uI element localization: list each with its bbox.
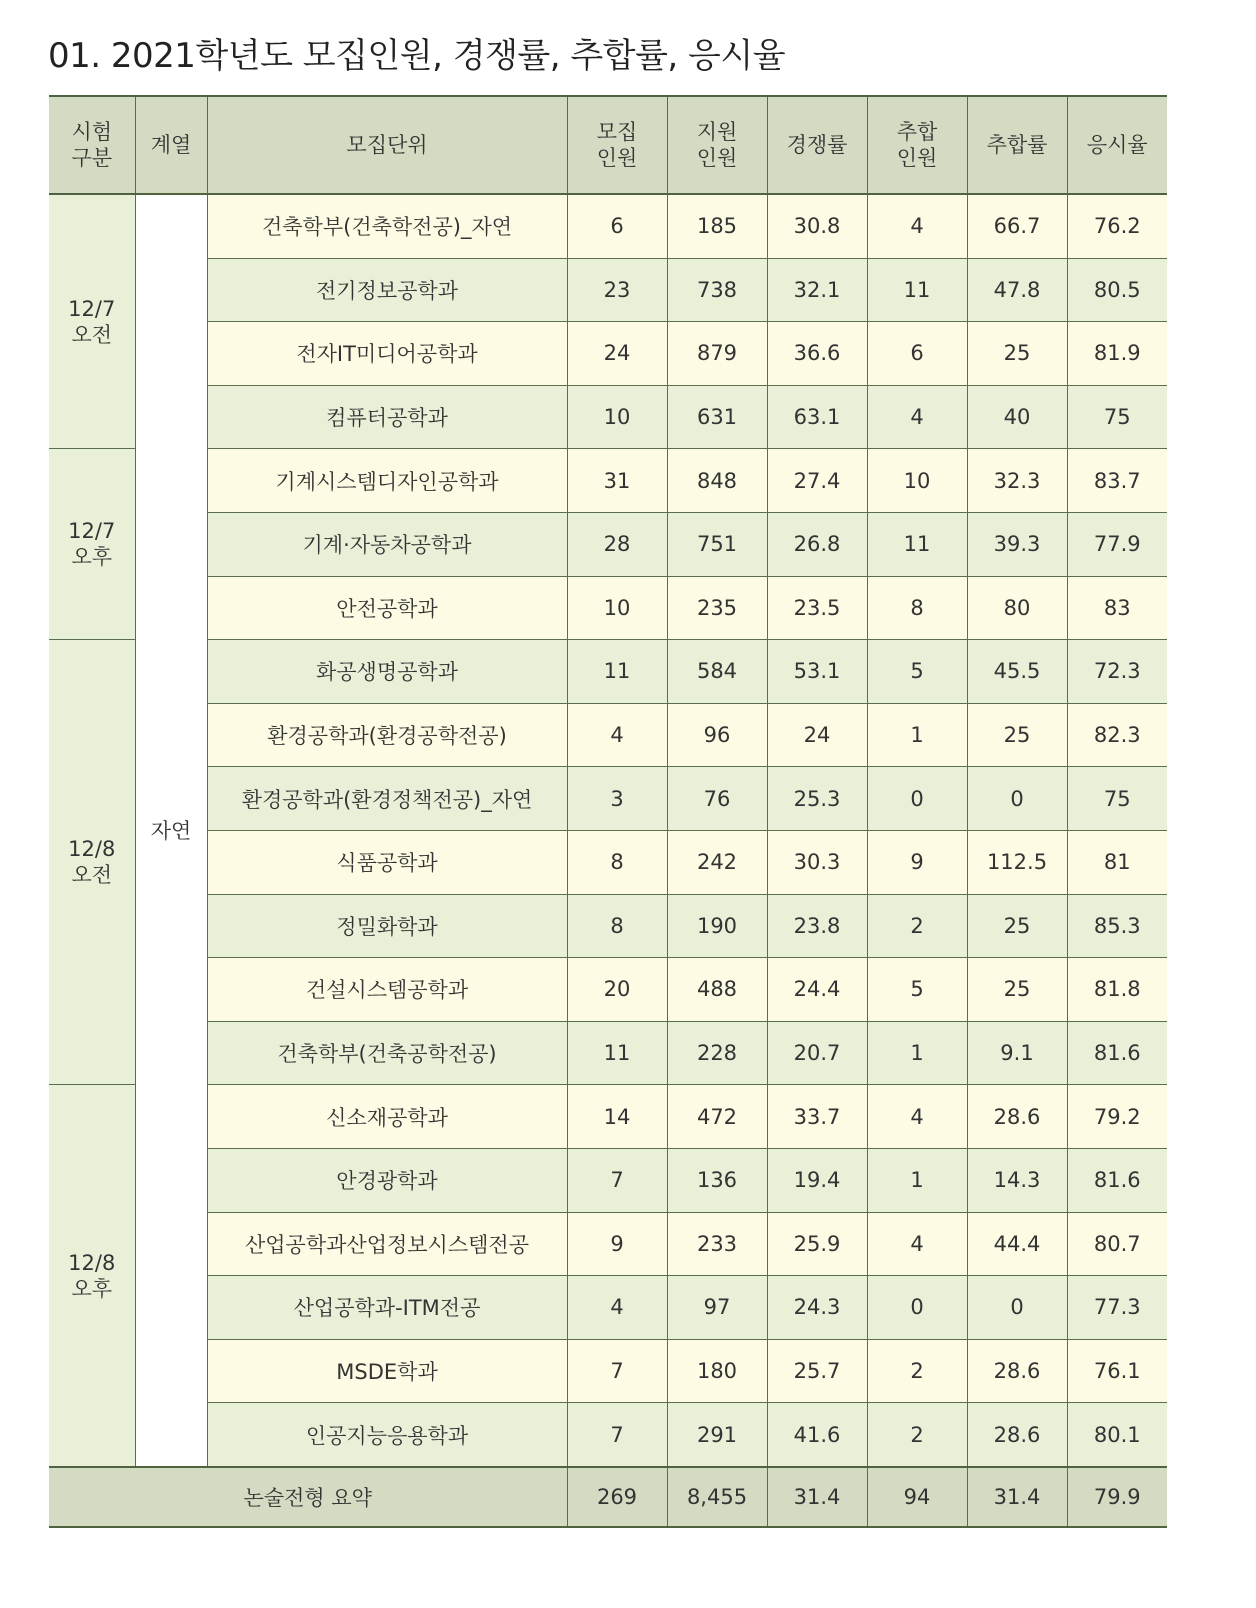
competition-cell: 25.9: [767, 1212, 867, 1276]
quota-cell: 6: [567, 194, 667, 258]
unit-cell: 환경공학과(환경정책전공)_자연: [207, 767, 567, 831]
additional-cell: 0: [867, 1276, 967, 1340]
competition-cell: 24.3: [767, 1276, 867, 1340]
competition-cell: 25.7: [767, 1339, 867, 1403]
attendance-cell: 81.9: [1067, 322, 1167, 386]
unit-cell: 건설시스템공학과: [207, 958, 567, 1022]
attendance-cell: 80.7: [1067, 1212, 1167, 1276]
quota-cell: 11: [567, 640, 667, 704]
additional-cell: 4: [867, 1212, 967, 1276]
additional-cell: 9: [867, 830, 967, 894]
unit-cell: 인공지능응용학과: [207, 1403, 567, 1467]
exam-group-cell: 12/7 오전: [49, 194, 135, 449]
additional-cell: 1: [867, 1148, 967, 1212]
competition-cell: 30.8: [767, 194, 867, 258]
exam-group-cell: 12/7 오후: [49, 449, 135, 640]
attendance-cell: 81.6: [1067, 1021, 1167, 1085]
attendance-cell: 80.5: [1067, 258, 1167, 322]
header-competition: 경쟁률: [767, 96, 867, 194]
admissions-table: [49, 95, 1167, 1528]
quota-cell: 20: [567, 958, 667, 1022]
category-cell: 자연: [135, 194, 207, 1467]
additional-rate-cell: 80: [967, 576, 1067, 640]
quota-cell: 10: [567, 385, 667, 449]
additional-rate-cell: 0: [967, 1276, 1067, 1340]
table-row: [49, 1148, 1167, 1212]
unit-cell: 기계시스템디자인공학과: [207, 449, 567, 513]
unit-cell: 건축학부(건축학전공)_자연: [207, 194, 567, 258]
unit-cell: 안전공학과: [207, 576, 567, 640]
table-row: [49, 322, 1167, 386]
summary-label: 논술전형 요약: [49, 1467, 567, 1527]
additional-rate-cell: 0: [967, 767, 1067, 831]
quota-cell: 28: [567, 512, 667, 576]
attendance-cell: 76.1: [1067, 1339, 1167, 1403]
summary-row: [49, 1467, 1167, 1527]
competition-cell: 32.1: [767, 258, 867, 322]
additional-cell: 5: [867, 958, 967, 1022]
quota-cell: 7: [567, 1403, 667, 1467]
table-row: [49, 958, 1167, 1022]
attendance-cell: 80.1: [1067, 1403, 1167, 1467]
unit-cell: 환경공학과(환경공학전공): [207, 703, 567, 767]
attendance-cell: 82.3: [1067, 703, 1167, 767]
competition-cell: 23.5: [767, 576, 867, 640]
additional-rate-cell: 25: [967, 322, 1067, 386]
applicants-cell: 228: [667, 1021, 767, 1085]
additional-rate-cell: 9.1: [967, 1021, 1067, 1085]
table-row: [49, 385, 1167, 449]
additional-rate-cell: 25: [967, 703, 1067, 767]
additional-rate-cell: 25: [967, 894, 1067, 958]
applicants-cell: 76: [667, 767, 767, 831]
table-row: [49, 1085, 1167, 1149]
quota-cell: 11: [567, 1021, 667, 1085]
applicants-cell: 738: [667, 258, 767, 322]
exam-group-cell: 12/8 오전: [49, 640, 135, 1085]
applicants-cell: 291: [667, 1403, 767, 1467]
additional-cell: 10: [867, 449, 967, 513]
header-additional-rate: 추합률: [967, 96, 1067, 194]
quota-cell: 4: [567, 1276, 667, 1340]
attendance-cell: 81.6: [1067, 1148, 1167, 1212]
additional-cell: 0: [867, 767, 967, 831]
quota-cell: 4: [567, 703, 667, 767]
summary-additional-rate: 31.4: [967, 1467, 1067, 1527]
unit-cell: 정밀화학과: [207, 894, 567, 958]
quota-cell: 8: [567, 894, 667, 958]
additional-rate-cell: 112.5: [967, 830, 1067, 894]
table-row: [49, 194, 1167, 258]
unit-cell: 산업공학과산업정보시스템전공: [207, 1212, 567, 1276]
table-row: [49, 1339, 1167, 1403]
applicants-cell: 185: [667, 194, 767, 258]
applicants-cell: 631: [667, 385, 767, 449]
applicants-cell: 879: [667, 322, 767, 386]
attendance-cell: 79.2: [1067, 1085, 1167, 1149]
table-row: [49, 258, 1167, 322]
additional-rate-cell: 32.3: [967, 449, 1067, 513]
applicants-cell: 472: [667, 1085, 767, 1149]
quota-cell: 24: [567, 322, 667, 386]
unit-cell: MSDE학과: [207, 1339, 567, 1403]
summary-additional: 94: [867, 1467, 967, 1527]
attendance-cell: 85.3: [1067, 894, 1167, 958]
additional-cell: 11: [867, 512, 967, 576]
header-additional: 추합 인원: [867, 96, 967, 194]
unit-cell: 기계·자동차공학과: [207, 512, 567, 576]
attendance-cell: 81: [1067, 830, 1167, 894]
additional-rate-cell: 44.4: [967, 1212, 1067, 1276]
unit-cell: 화공생명공학과: [207, 640, 567, 704]
page-title: 01. 2021학년도 모집인원, 경쟁률, 추합률, 응시율: [48, 36, 786, 76]
table-row: [49, 1021, 1167, 1085]
header-unit: 모집단위: [207, 96, 567, 194]
summary-applicants: 8,455: [667, 1467, 767, 1527]
competition-cell: 26.8: [767, 512, 867, 576]
applicants-cell: 751: [667, 512, 767, 576]
exam-group-cell: 12/8 오후: [49, 1085, 135, 1467]
header-exam-group: 시험 구분: [49, 96, 135, 194]
applicants-cell: 96: [667, 703, 767, 767]
header-category: 계열: [135, 96, 207, 194]
unit-cell: 산업공학과-ITM전공: [207, 1276, 567, 1340]
competition-cell: 36.6: [767, 322, 867, 386]
additional-cell: 4: [867, 194, 967, 258]
quota-cell: 3: [567, 767, 667, 831]
quota-cell: 7: [567, 1339, 667, 1403]
quota-cell: 9: [567, 1212, 667, 1276]
unit-cell: 신소재공학과: [207, 1085, 567, 1149]
competition-cell: 27.4: [767, 449, 867, 513]
unit-cell: 전자IT미디어공학과: [207, 322, 567, 386]
unit-cell: 건축학부(건축공학전공): [207, 1021, 567, 1085]
table-row: [49, 894, 1167, 958]
table-row: [49, 703, 1167, 767]
attendance-cell: 75: [1067, 385, 1167, 449]
header-applicants: 지원 인원: [667, 96, 767, 194]
applicants-cell: 235: [667, 576, 767, 640]
unit-cell: 컴퓨터공학과: [207, 385, 567, 449]
additional-cell: 4: [867, 1085, 967, 1149]
attendance-cell: 77.3: [1067, 1276, 1167, 1340]
additional-cell: 11: [867, 258, 967, 322]
applicants-cell: 97: [667, 1276, 767, 1340]
table-row: [49, 767, 1167, 831]
applicants-cell: 488: [667, 958, 767, 1022]
unit-cell: 안경광학과: [207, 1148, 567, 1212]
table-row: [49, 640, 1167, 704]
additional-cell: 2: [867, 894, 967, 958]
table-row: [49, 512, 1167, 576]
applicants-cell: 180: [667, 1339, 767, 1403]
competition-cell: 23.8: [767, 894, 867, 958]
additional-rate-cell: 28.6: [967, 1339, 1067, 1403]
additional-rate-cell: 28.6: [967, 1085, 1067, 1149]
additional-cell: 4: [867, 385, 967, 449]
summary-attendance: 79.9: [1067, 1467, 1167, 1527]
attendance-cell: 83: [1067, 576, 1167, 640]
quota-cell: 7: [567, 1148, 667, 1212]
competition-cell: 63.1: [767, 385, 867, 449]
table-row: [49, 1212, 1167, 1276]
unit-cell: 전기정보공학과: [207, 258, 567, 322]
additional-rate-cell: 28.6: [967, 1403, 1067, 1467]
additional-rate-cell: 14.3: [967, 1148, 1067, 1212]
competition-cell: 24.4: [767, 958, 867, 1022]
additional-cell: 2: [867, 1339, 967, 1403]
competition-cell: 19.4: [767, 1148, 867, 1212]
attendance-cell: 81.8: [1067, 958, 1167, 1022]
quota-cell: 14: [567, 1085, 667, 1149]
additional-cell: 1: [867, 703, 967, 767]
attendance-cell: 83.7: [1067, 449, 1167, 513]
header-quota: 모집 인원: [567, 96, 667, 194]
additional-rate-cell: 66.7: [967, 194, 1067, 258]
applicants-cell: 136: [667, 1148, 767, 1212]
competition-cell: 53.1: [767, 640, 867, 704]
attendance-cell: 72.3: [1067, 640, 1167, 704]
quota-cell: 10: [567, 576, 667, 640]
summary-competition: 31.4: [767, 1467, 867, 1527]
applicants-cell: 242: [667, 830, 767, 894]
quota-cell: 23: [567, 258, 667, 322]
additional-cell: 5: [867, 640, 967, 704]
quota-cell: 8: [567, 830, 667, 894]
unit-cell: 식품공학과: [207, 830, 567, 894]
additional-rate-cell: 40: [967, 385, 1067, 449]
additional-rate-cell: 47.8: [967, 258, 1067, 322]
additional-rate-cell: 45.5: [967, 640, 1067, 704]
competition-cell: 24: [767, 703, 867, 767]
attendance-cell: 75: [1067, 767, 1167, 831]
table-row: [49, 449, 1167, 513]
applicants-cell: 584: [667, 640, 767, 704]
summary-quota: 269: [567, 1467, 667, 1527]
table-row: [49, 1403, 1167, 1467]
applicants-cell: 190: [667, 894, 767, 958]
table-row: [49, 576, 1167, 640]
applicants-cell: 848: [667, 449, 767, 513]
header-row: [49, 96, 1167, 194]
applicants-cell: 233: [667, 1212, 767, 1276]
header-attendance: 응시율: [1067, 96, 1167, 194]
additional-cell: 8: [867, 576, 967, 640]
quota-cell: 31: [567, 449, 667, 513]
additional-rate-cell: 25: [967, 958, 1067, 1022]
competition-cell: 33.7: [767, 1085, 867, 1149]
additional-cell: 1: [867, 1021, 967, 1085]
competition-cell: 25.3: [767, 767, 867, 831]
additional-cell: 6: [867, 322, 967, 386]
additional-rate-cell: 39.3: [967, 512, 1067, 576]
attendance-cell: 76.2: [1067, 194, 1167, 258]
table-row: [49, 830, 1167, 894]
competition-cell: 41.6: [767, 1403, 867, 1467]
table-row: [49, 1276, 1167, 1340]
additional-cell: 2: [867, 1403, 967, 1467]
competition-cell: 20.7: [767, 1021, 867, 1085]
competition-cell: 30.3: [767, 830, 867, 894]
attendance-cell: 77.9: [1067, 512, 1167, 576]
